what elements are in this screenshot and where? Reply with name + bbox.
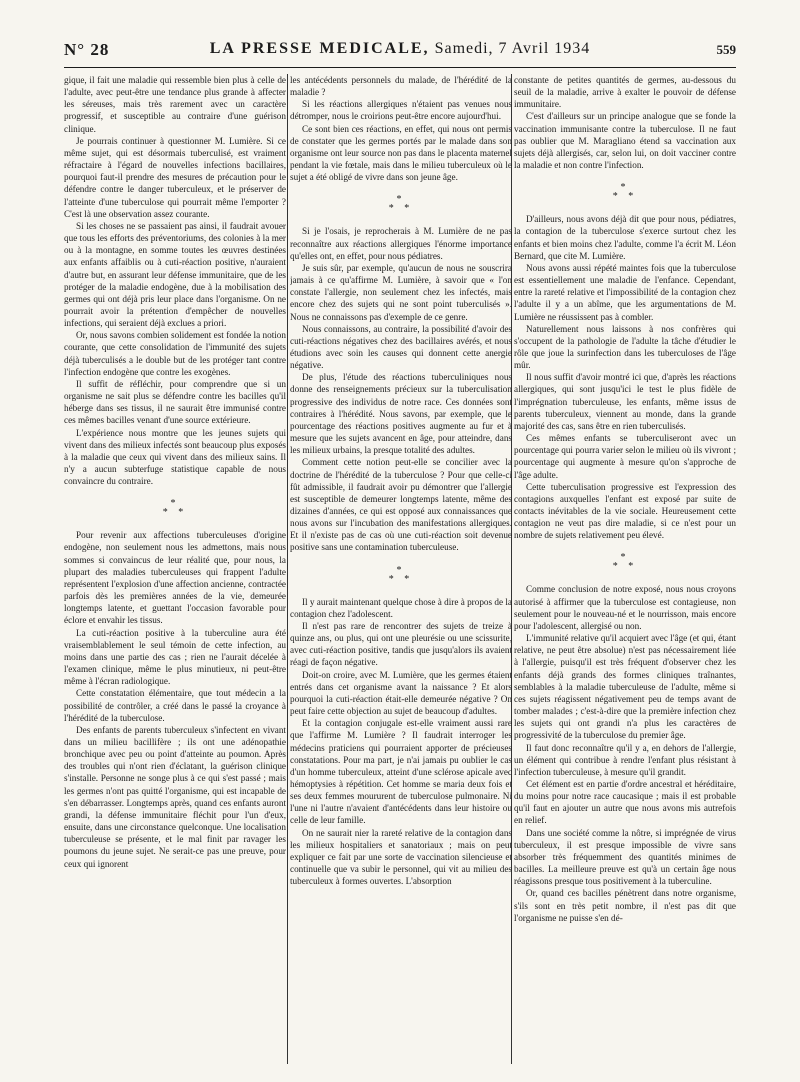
paragraph: Cette constatation élémentaire, que tout médecin a la possibilité de contrôler, a créé dans le passé la croyance à l'hérédité de la tuberculose. xyxy=(64,688,286,723)
section-separator: * * * xyxy=(388,564,414,585)
paragraph: Je suis sûr, par exemple, qu'aucun de nous ne souscrira jamais à ce qu'affirme M. Lumière, à savoir que « l'on constate l'allergie, non seulement chez les infectés, mais encore chez des sujets qui ne sont point tuberculisés ». Nous ne connaissons pas d'exemple de ce genre. xyxy=(290,262,512,322)
paragraph: Ces mêmes enfants se tuberculiseront avec un pourcentage qui pourra varier selon le milieu où ils vivront ; pourcentage qui augmente à mesure qu'on s'approche de l'âge adulte. xyxy=(514,433,736,480)
paragraph: Je pourrais continuer à questionner M. Lumière. Si ce même sujet, qui est désormais tuberculisé, est vraiment réfractaire à l'égard de nouvelles infections bacillaires, pourquoi faut-il prendre des mesures de précaution pour le défendre contre le danger tuberculeux, et le préserver de l'atteinte d'une tuberculose qui pourrait même l'emporter ? C'est là une observation assez courante. xyxy=(64,135,286,219)
paragraph: Dans une société comme la nôtre, si imprégnée de virus tuberculeux, il est presque impossible de vivre sans absorber très fréquemment des quantités minimes de bacilles. La meilleure preuve est qu'à un certain âge nous réagissons presque tous positivement à la tuberculine. xyxy=(514,827,736,887)
publication-title: LA PRESSE MEDICALE, xyxy=(209,40,430,57)
paragraph: On ne saurait nier la rareté relative de la contagion dans les milieux hospitaliers et sanatoriaux ; mais on peut expliquer ce fait par une sorte de vaccination silencieuse et continuelle que va subir le personnel, qui vit au milieu des tuberculeux à formes ouvertes. L'absorption xyxy=(290,827,512,887)
paragraph: L'expérience nous montre que les jeunes sujets qui vivent dans des milieux infectés sont beaucoup plus exposés à la maladie que ceux qui vivent dans des milieux sains. Il n'y a aucun subterfuge statistique capable de nous convaincre du contraire. xyxy=(64,427,286,487)
paragraph: Doit-on croire, avec M. Lumière, que les germes étaient entrés dans cet organisme avant la naissance ? Et alors pourquoi la cuti-réaction était-elle demeurée négative ? On peut faire cette objection au sujet de beaucoup d'adultes. xyxy=(290,669,512,717)
paragraph: Il y aurait maintenant quelque chose à dire à propos de la contagion chez l'adolescent. xyxy=(290,596,512,619)
paragraph: Ce sont bien ces réactions, en effet, qui nous ont permis de constater que les germes portés par le malade dans son organisme ont leur source non pas dans le placenta maternel pendant la vie fœtale, mais dans le milieu tuberculeux où le sujet a été obligé de vivre dans son jeune âge. xyxy=(290,123,512,183)
page-header xyxy=(64,40,736,64)
paragraph: gique, il fait une maladie qui ressemble bien plus à celle de l'adulte, avec peut-être une tendance plus grande à affecter les séreuses, mais très rarement avec un caractère progressif, et susceptible au contraire d'une guérison clinique. xyxy=(64,75,286,134)
paragraph: Nous connaissons, au contraire, la possibilité d'avoir des cuti-réactions négatives chez des bacillaires avérés, et nous étudions avec soin les causes qui donnent cette anergie négative. xyxy=(290,323,512,371)
paragraph: Comment cette notion peut-elle se concilier avec la doctrine de l'hérédité de la tuberculose ? Pour que celle-ci fût admissible, il faudrait avoir pu démontrer que l'allergie est susceptible de demeurer longtemps latente, même des dizaines d'années, ce qui est opposé aux connaissances que nous avons sur l'incubation des manifestations allergiques. Et il n'existe pas de cas où une cuti-réaction soit devenue positive sans une contamination tuberculeuse. xyxy=(290,457,512,553)
masthead xyxy=(64,40,736,58)
paragraph: les antécédents personnels du malade, de l'hérédité de la maladie ? xyxy=(290,75,512,98)
text-column-3 xyxy=(514,74,736,1066)
paragraph: L'immunité relative qu'il acquiert avec l'âge (et qui, étant relative, ne peut être absolue) n'est pas nécessairement liée à l'allergie, puisqu'il est très fréquent d'observer chez les enfants déjà grands des formes cliniques traînantes, semblables à la maladie tuberculeuse de l'adulte, même si ces sujets réagissent négativement peu de temps avant de tomber malades ; c'est-à-dire que la première infection chez les sujets qui ont grandi n'a plus les caractères de progressivité de la tuberculose du premier âge. xyxy=(514,633,736,741)
paragraph: D'ailleurs, nous avons déjà dit que pour nous, pédiatres, la contagion de la tuberculose s'exerce surtout chez les enfants et bien moins chez l'adulte, comme l'a écrit M. Léon Bernard, que cite M. Lumière. xyxy=(514,214,736,261)
issue-date: Samedi, 7 Avril 1934 xyxy=(434,40,591,57)
paragraph: C'est d'ailleurs sur un principe analogue que se fonde la vaccination immunisante contre la tuberculose. Il ne faut pas oublier que M. Maragliano étend sa vaccination aux sujets déjà allergisés, car, selon lui, on doit vacciner contre la maladie et non contre l'infection. xyxy=(514,111,736,171)
paragraph: Or, nous savons combien solidement est fondée la notion courante, que cette consolidation de l'immunité des sujets déjà tuberculisés a le double but de les protéger tant contre l'infection endogène que contre les exogènes. xyxy=(64,330,286,377)
paragraph: constante de petites quantités de germes, au-dessous du seuil de la maladie, arrive à exalter le pouvoir de défense immunitaire. xyxy=(514,75,736,110)
paragraph: Il nous suffit d'avoir montré ici que, d'après les réactions allergiques, qui sont jusqu'ici le test le plus fidèle de l'imprégnation tuberculeuse, les enfants, même issus de parents tuberculeux, viennent au monde, dans la grande majorité des cas, sans être en rien tuberculisés. xyxy=(514,372,736,431)
paragraph: Pour revenir aux affections tuberculeuses d'origine endogène, non seulement nous les admettons, mais nous sommes si convaincus de leur réalité que, pour nous, la plupart des maladies tuberculeuses qui frappent l'adulte représentent l'explosion d'une affection ancienne, contractée parfois dès les premières années de la vie, demeurée longtemps latente, et guettant l'occasion favorable pour éclore et envahir les tissus. xyxy=(64,530,286,626)
paragraph: Si les choses ne se passaient pas ainsi, il faudrait avouer que tous les efforts des préventoriums, des colonies à la mer ou à la montagne, en somme toutes les œuvres destinées aux enfants affaiblis ou à cuti-réaction positive, n'auraient d'autre but, en assurant leur défense immunitaire, que de les protéger de la maladie endogène, due à la mobilisation des germes qui ont déjà pris leur place dans l'organisme. On ne pourrait avoir la prétention d'empêcher de nouvelles infections, qui seraient déjà exclues a priori. xyxy=(64,220,286,329)
paragraph: Nous avons aussi répété maintes fois que la tuberculose est essentiellement une maladie de l'enfance. Cependant, entre la rareté relative et l'impossibilité de la contagion chez l'adulte il y a un abîme, que les argumentations de M. Lumière ne réussissent pas à combler. xyxy=(514,262,736,322)
paragraph: Cet élément est en partie d'ordre ancestral et héréditaire, du moins pour notre race caucasique ; mais il est probable qu'il faut en ajouter un autre que nous avons mis autrefois en relief. xyxy=(514,778,736,826)
page-number: 559 xyxy=(716,42,736,57)
paragraph: Comme conclusion de notre exposé, nous nous croyons autorisé à affirmer que la tuberculose est contagieuse, non seulement pour le nouveau-né et le nourrisson, mais encore pour l'adolescent, allergisé ou non. xyxy=(514,584,736,631)
paragraph: Il suffit de réfléchir, pour comprendre que si un organisme ne sait plus se défendre contre les bacilles qu'il héberge dans ses tissus, il ne saurait être immunisé contre ces mêmes bacilles venant d'une source extérieure. xyxy=(64,378,286,426)
section-separator: * * * xyxy=(388,194,414,215)
header-rule xyxy=(64,67,736,68)
column-divider xyxy=(287,74,288,1064)
paragraph: Cette tuberculisation progressive est l'expression des contagions auxquelles l'enfant est exposé par suite de contacts inévitables de la vie sociale. Heureusement cette contagion ne veut pas dire maladie, si ce n'est pour un nombre de sujets relativement peu élevé. xyxy=(514,481,736,541)
paragraph: Il faut donc reconnaître qu'il y a, en dehors de l'allergie, un élément qui contribue à rendre l'enfant plus résistant à l'infection tuberculeuse, à mesure qu'il grandit. xyxy=(514,742,736,777)
paragraph: Il n'est pas rare de rencontrer des sujets de treize à quinze ans, ou plus, qui ont une pleurésie ou une scissurite, avec cuti-réaction positive, tandis que jusqu'alors ils avaient réagi de façon négative. xyxy=(290,620,512,668)
paragraph: La cuti-réaction positive à la tuberculine aura été vraisemblablement le seul témoin de cette infection, au moins dans une partie des cas ; rien ne l'aurait décelée à l'examen clinique, même le plus minutieux, ni peut-être même à l'écran radiologique. xyxy=(64,627,286,687)
section-separator: * * * xyxy=(162,498,188,519)
paragraph: Si je l'osais, je reprocherais à M. Lumière de ne pas reconnaître aux réactions allergiques l'énorme importance qu'elles ont, en effet, pour nous pédiatres. xyxy=(290,226,512,261)
issue-number: N° 28 xyxy=(64,40,110,59)
paragraph: Naturellement nous laissons à nos confrères qui s'occupent de la pathologie de l'adulte la tâche d'étudier le rôle que joue la surinfection dans les tuberculoses de l'âge mûr. xyxy=(514,323,736,371)
section-separator: * * * xyxy=(612,182,638,203)
paragraph: Et la contagion conjugale est-elle vraiment aussi rare que l'affirme M. Lumière ? Il faudrait interroger les médecins praticiens qui pourraient apporter de précieuses constatations. Pour ma part, je n'ai jamais pu oublier le cas d'un homme tuberculeux, atteint d'une sclérose apicale avec hémoptysies à répétition. Cet homme se maria deux fois et ses deux femmes moururent de tuberculose pulmonaire. Ni l'une ni l'autre n'avaient d'antécédents dans leur histoire ou celle de leur famille. xyxy=(290,718,512,826)
paragraph: Si les réactions allergiques n'étaient pas venues nous détromper, nous le croirions peut-être encore aujourd'hui. xyxy=(290,99,512,122)
paragraph: De plus, l'étude des réactions tuberculiniques nous donne des renseignements précieux sur la tuberculisation progressive des individus de notre race. Ces données sont contraires à l'hérédité. Nous savons, par exemple, que le pourcentage des réactions positives augmente au fur et à mesure que les sujets avancent en âge, pour atteindre, dans les milieux urbains, la presque totalité des adultes. xyxy=(290,372,512,456)
text-column-1 xyxy=(64,74,286,1066)
section-separator: * * * xyxy=(612,552,638,573)
paragraph: Des enfants de parents tuberculeux s'infectent en vivant dans un milieu bacillifère ; ils ont une adénopathie bronchique avec peu ou point d'atteinte au poumon. Après des troubles qui n'ont rien d'éclatant, la guérison clinique s'installe. Personne ne songe plus à ce qui s'est passé ; mais les germes n'ont pas quitté l'organisme, qui est incapable de s'en débarrasser. Longtemps après, quand ces enfants auront grandi, la défense immunitaire fléchit pour l'un d'eux, ensuite, dans une circonstance quelconque. Une localisation tuberculeuse se présente, et le mal finit par ravager les poumons du jeune sujet. Ne serait-ce pas une preuve, pour ceux qui ignorent xyxy=(64,724,286,869)
paragraph: Or, quand ces bacilles pénètrent dans notre organisme, s'ils sont en très petit nombre, il n'est pas dit que l'organisme ne puisse s'en dé- xyxy=(514,888,736,923)
text-column-2 xyxy=(290,74,512,1066)
